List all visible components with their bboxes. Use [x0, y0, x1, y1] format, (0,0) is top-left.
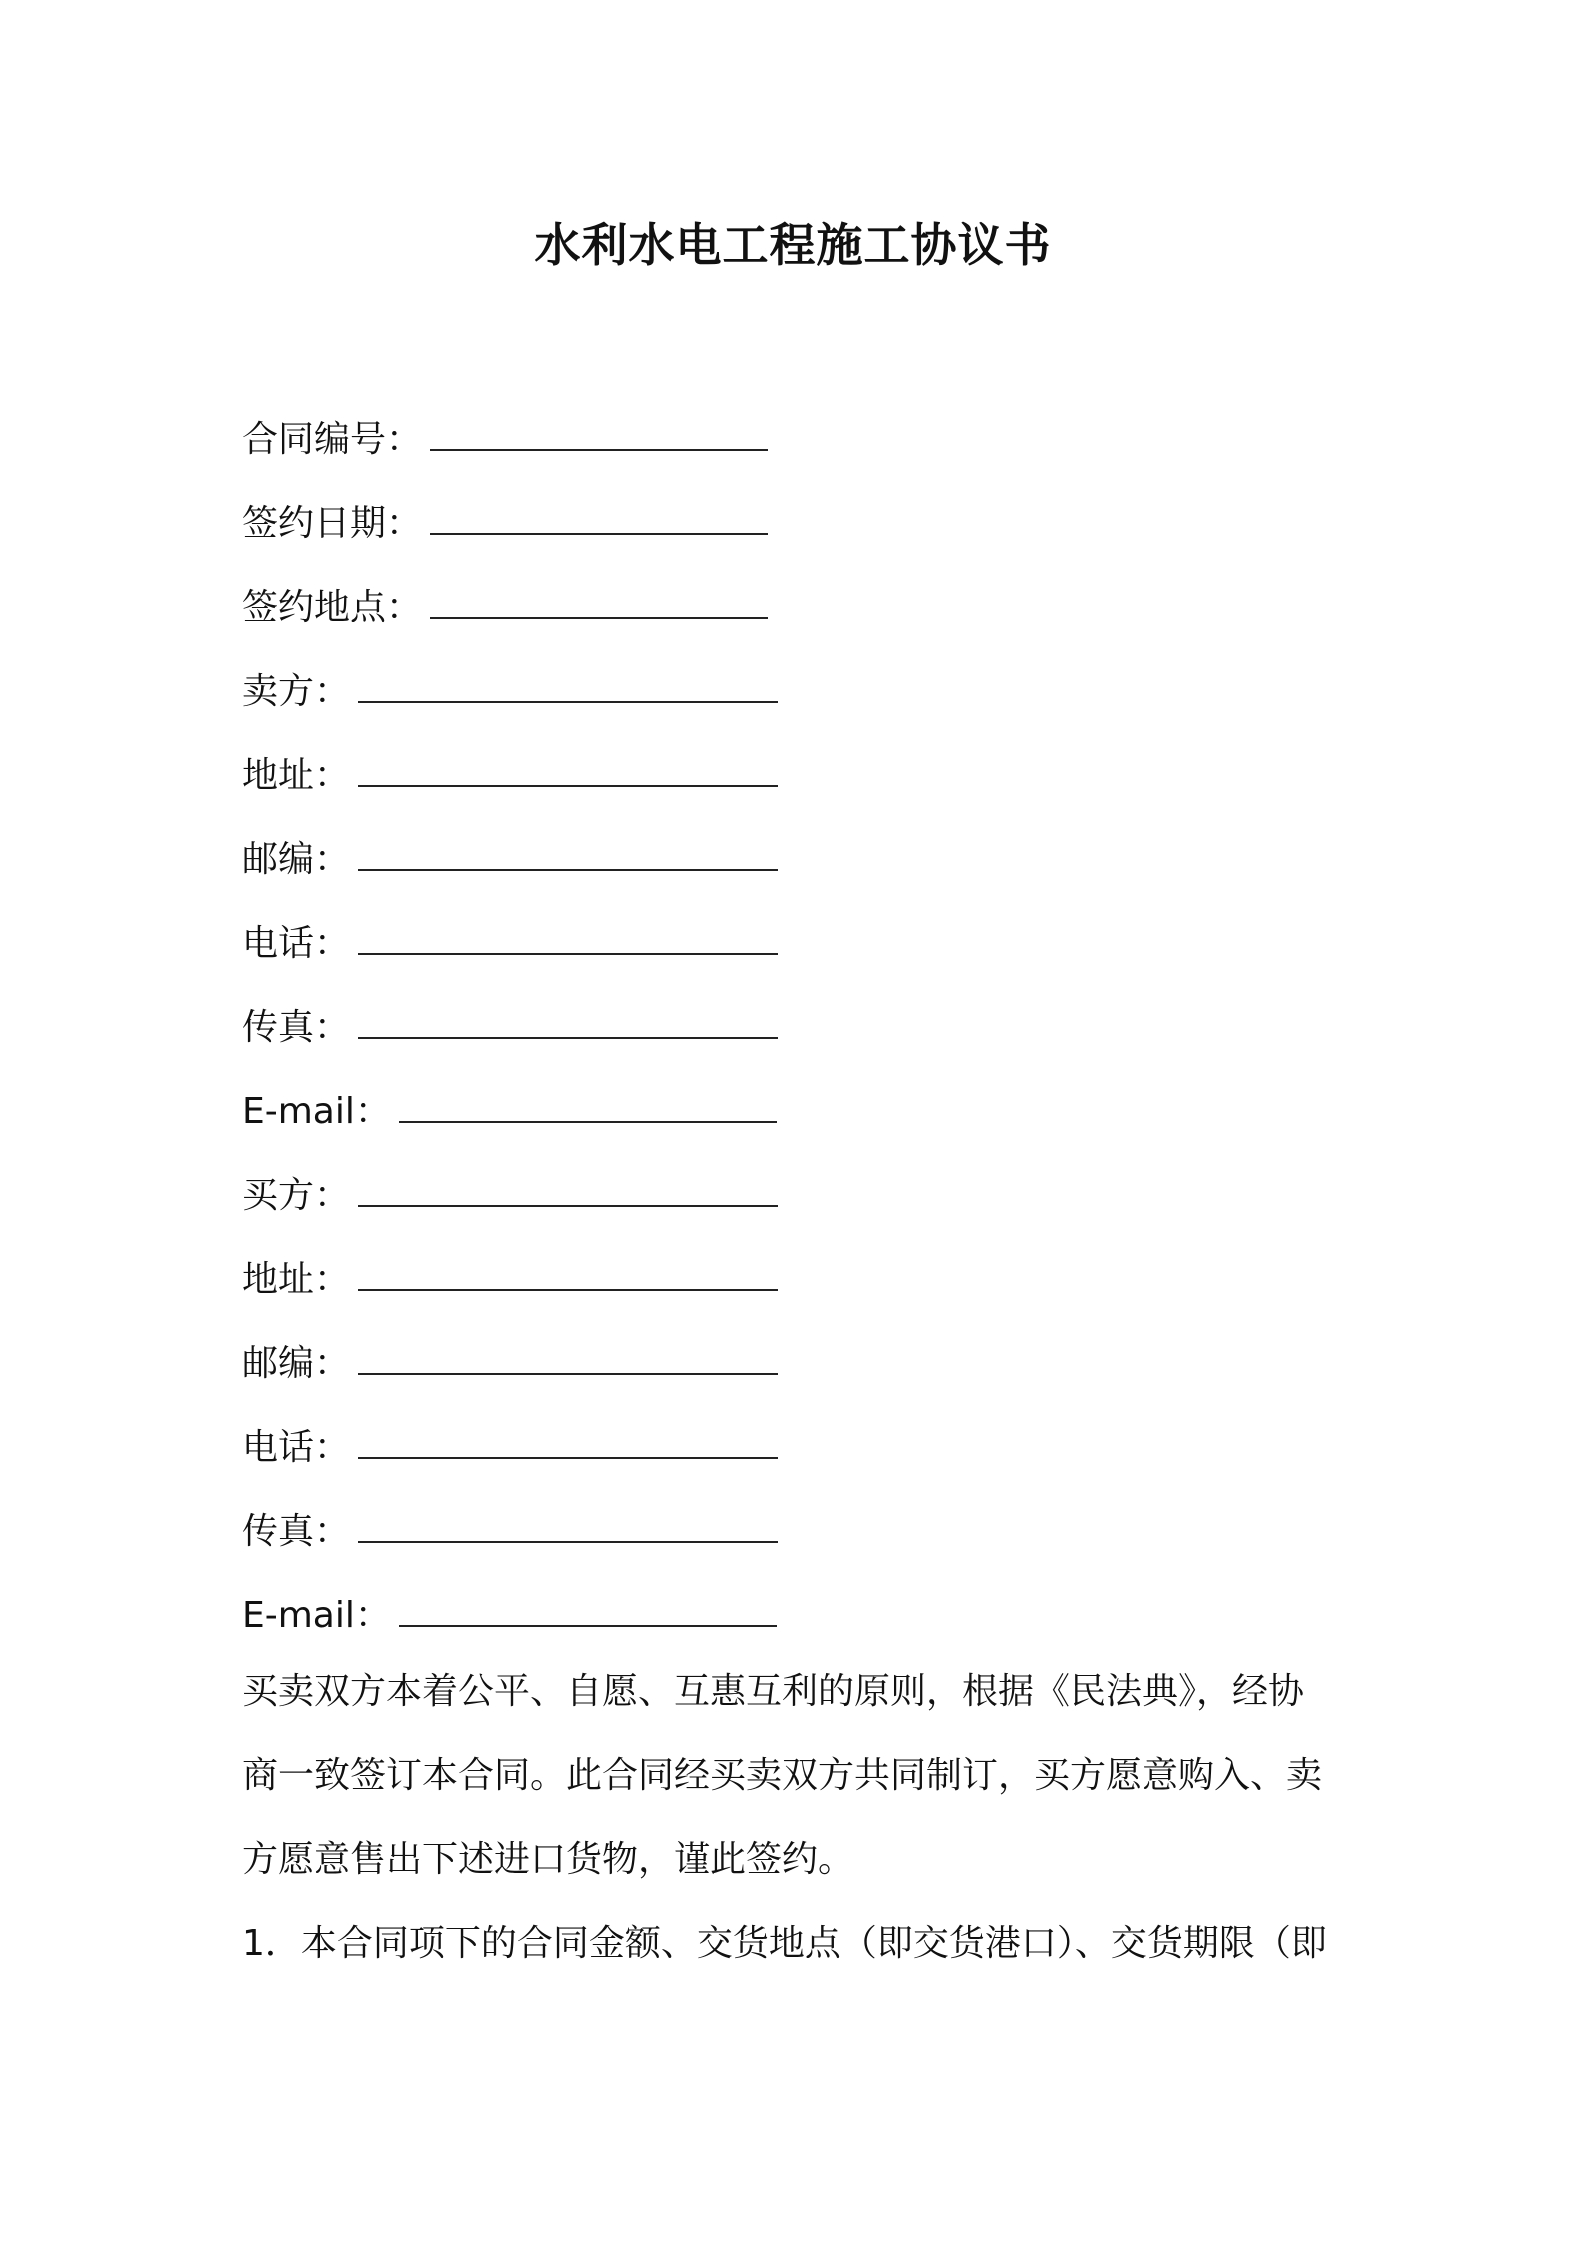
field-seller-email — [242, 1070, 1362, 1154]
contract-preamble — [242, 1650, 1362, 1986]
paragraph-line: 商一致签订本合同。此合同经买卖双方共同制订，买方愿意购入、卖 — [242, 1755, 1323, 1796]
blank-line — [358, 759, 778, 787]
field-label: 地址： — [242, 755, 351, 796]
paragraph-line: 买卖双方本着公平、自愿、互惠互利的原则，根据《民法典》，经协 — [242, 1671, 1305, 1712]
clause-1-line: 1．本合同项下的合同金额、交货地点（即交货港口）、交货期限（即 — [242, 1923, 1327, 1964]
field-label: 电话： — [242, 923, 351, 964]
field-label: 邮编： — [242, 839, 351, 880]
blank-line — [358, 843, 778, 871]
field-label: 合同编号： — [242, 419, 423, 460]
blank-line — [358, 1431, 778, 1459]
field-seller — [242, 650, 1362, 734]
contract-fields — [242, 398, 1362, 1658]
blank-line — [430, 423, 768, 451]
field-buyer — [242, 1154, 1362, 1238]
blank-line — [399, 1599, 777, 1627]
field-label: 买方： — [242, 1175, 351, 1216]
blank-line — [358, 927, 778, 955]
blank-line — [358, 1011, 778, 1039]
field-label: 签约日期： — [242, 503, 423, 544]
field-contract-number — [242, 398, 1362, 482]
field-label: 邮编： — [242, 1343, 351, 1384]
field-label: 传真： — [242, 1511, 351, 1552]
field-buyer-fax — [242, 1490, 1362, 1574]
field-label: 卖方： — [242, 671, 351, 712]
field-buyer-address — [242, 1238, 1362, 1322]
field-buyer-postcode — [242, 1322, 1362, 1406]
field-seller-fax — [242, 986, 1362, 1070]
blank-line — [358, 675, 778, 703]
field-label: E-mail： — [242, 1595, 391, 1636]
blank-line — [430, 591, 768, 619]
field-label: 地址： — [242, 1259, 351, 1300]
field-seller-address — [242, 734, 1362, 818]
paragraph-line: 方愿意售出下述进口货物，谨此签约。 — [242, 1839, 855, 1880]
blank-line — [358, 1179, 778, 1207]
field-buyer-email — [242, 1574, 1362, 1658]
field-label: 签约地点： — [242, 587, 423, 628]
field-label: 电话： — [242, 1427, 351, 1468]
blank-line — [358, 1515, 778, 1543]
field-seller-phone — [242, 902, 1362, 986]
blank-line — [358, 1263, 778, 1291]
field-signing-date — [242, 482, 1362, 566]
field-seller-postcode — [242, 818, 1362, 902]
document-title: 水利水电工程施工协议书 — [534, 218, 1052, 272]
field-label: 传真： — [242, 1007, 351, 1048]
blank-line — [399, 1095, 777, 1123]
field-label: E-mail： — [242, 1091, 391, 1132]
blank-line — [358, 1347, 778, 1375]
field-buyer-phone — [242, 1406, 1362, 1490]
field-signing-place — [242, 566, 1362, 650]
blank-line — [430, 507, 768, 535]
